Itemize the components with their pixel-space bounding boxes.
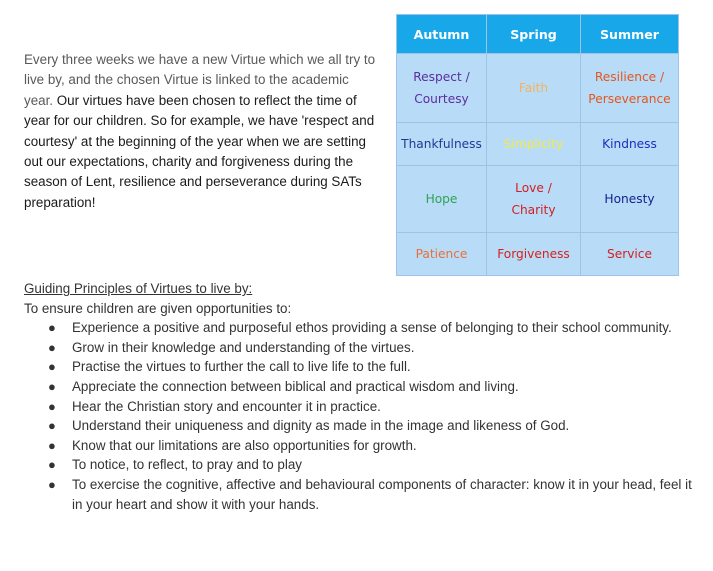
list-item-text: Hear the Christian story and encounter it in practice. [72,398,381,414]
virtue-line: Forgiveness [497,247,570,261]
bullet-icon: ● [48,320,56,336]
virtue-cell [487,233,581,276]
bullet-icon: ● [48,437,56,453]
list-item [24,416,694,436]
principles-heading: Guiding Principles of Virtues to live by: [24,281,253,296]
virtue-line: Simplicity [503,137,564,151]
virtue-cell [397,166,487,233]
intro-text-part1: Every three weeks we have a new Virtue which we all try to live by, and the chosen Virtue is linked to the academic year. [24,52,376,108]
virtues-row [397,166,679,233]
virtue-cell [397,54,487,123]
virtue-line: Hope [425,192,458,206]
virtues-row [397,54,679,123]
list-item [24,357,694,377]
bullet-icon: ● [48,359,56,375]
virtue-line: Respect / [413,70,470,84]
bullet-icon: ● [48,378,56,394]
virtue-line: Courtesy [414,92,469,106]
list-item [24,436,694,456]
virtue-cell [581,123,679,166]
bullet-icon: ● [48,398,56,414]
virtue-cell [487,166,581,233]
header-autumn: Autumn [397,15,487,54]
virtue-cell [581,166,679,233]
list-item [24,475,694,514]
list-item [24,377,694,397]
virtue-cell [397,233,487,276]
list-item-text: Understand their uniqueness and dignity as made in the image and likeness of God. [72,418,570,434]
virtue-line: Resilience / [594,70,665,84]
virtue-line: Thankfulness [401,137,482,151]
list-item-text: Practise the virtues to further the call to live life to the full. [72,359,411,375]
virtue-cell [581,54,679,123]
virtues-header-row [397,15,679,54]
virtue-line: Charity [511,203,556,217]
list-item-text: Know that our limitations are also opportunities for growth. [72,437,417,453]
virtue-line: Perseverance [588,92,671,106]
virtues-table [396,14,679,276]
virtue-cell [487,54,581,123]
header-spring: Spring [487,15,581,54]
bullet-icon: ● [48,476,56,492]
header-summer: Summer [581,15,679,54]
list-item [24,397,694,417]
virtue-cell [487,123,581,166]
principles-list [24,318,694,514]
bullet-icon: ● [48,418,56,434]
list-item-text: To notice, to reflect, to pray and to play [72,457,303,473]
intro-text-part2: Our virtues have been chosen to reflect the time of year for our children. So for example, we have 'respect and courtesy' at the beginning of the year when we are setting out our expectations, charity and forgiveness during the season of Lent, resilience and perseverance during SATs preparation! [24,92,375,210]
list-item-text: Appreciate the connection between biblical and practical wisdom and living. [72,378,519,394]
list-item [24,338,694,358]
virtues-row [397,123,679,166]
virtue-line: Honesty [604,192,655,206]
virtue-line: Kindness [602,137,657,151]
bullet-icon: ● [48,339,56,355]
virtue-line: Patience [415,247,468,261]
principles-lead: To ensure children are given opportunities to: [24,300,292,316]
virtue-line: Faith [518,81,549,95]
list-item-text: Experience a positive and purposeful ethos providing a sense of belonging to their school community. [72,320,672,336]
virtue-cell [397,123,487,166]
guiding-principles [24,279,694,514]
list-item-text: Grow in their knowledge and understanding of the virtues. [72,339,415,355]
intro-paragraph [24,50,380,213]
list-item [24,455,694,475]
list-item-text: To exercise the cognitive, affective and behavioural components of character: know it in your head, feel it in your heart and show it with your hands. [72,476,692,512]
bullet-icon: ● [48,457,56,473]
virtue-line: Service [606,247,653,261]
list-item [24,318,694,338]
virtue-cell [581,233,679,276]
virtue-line: Love / [515,181,552,195]
virtues-row [397,233,679,276]
